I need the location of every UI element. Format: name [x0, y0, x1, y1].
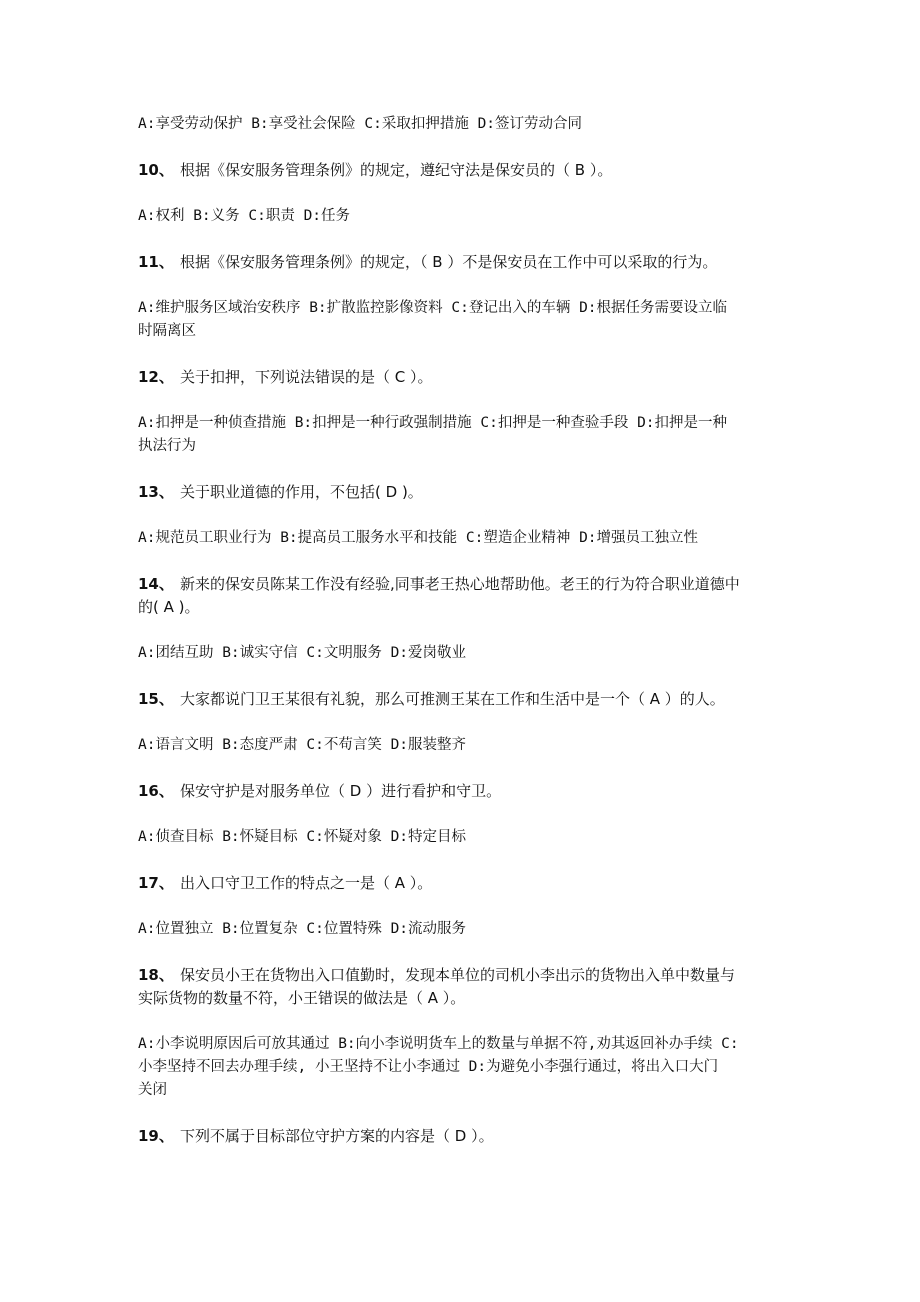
question-number: 15、 — [138, 690, 174, 708]
question-number: 19、 — [138, 1127, 174, 1145]
question-12 — [138, 366, 798, 388]
question-number: 12、 — [138, 368, 174, 386]
question-text: 出入口守卫工作的特点之一是（ A ）。 — [180, 874, 433, 892]
question-18 — [138, 964, 798, 986]
options-line-cont: 执法行为 — [138, 438, 196, 454]
options-line: A:小李说明原因后可放其通过 B:向小李说明货车上的数量与单据不符,劝其返回补办手续 C: — [138, 1036, 739, 1052]
options-line-cont: 时隔离区 — [138, 323, 196, 339]
question-number: 18、 — [138, 966, 174, 984]
options-line: A:团结互助 B:诚实守信 C:文明服务 D:爱岗敬业 — [138, 645, 467, 661]
options-line: A:扣押是一种侦查措施 B:扣押是一种行政强制措施 C:扣押是一种查验手段 D:扣押是一种 — [138, 415, 728, 431]
question-15 — [138, 688, 798, 710]
question-10 — [138, 159, 798, 181]
options-line-cont: 关闭 — [138, 1082, 167, 1098]
question-19 — [138, 1125, 798, 1147]
options-line: A:享受劳动保护 B:享受社会保险 C:采取扣押措施 D:签订劳动合同 — [138, 116, 583, 132]
question-number: 16、 — [138, 782, 174, 800]
options-line: A:位置独立 B:位置复杂 C:位置特殊 D:流动服务 — [138, 921, 467, 937]
question-text: 根据《保安服务管理条例》的规定，（ B ）不是保安员在工作中可以采取的行为。 — [180, 253, 718, 271]
question-text: 实际货物的数量不符，小王错误的做法是（ A ）。 — [138, 989, 466, 1007]
question-13 — [138, 481, 798, 503]
options-line: A:规范员工职业行为 B:提高员工服务水平和技能 C:塑造企业精神 D:增强员工独立性 — [138, 530, 699, 546]
options-line: A:语言文明 B:态度严肃 C:不苟言笑 D:服装整齐 — [138, 737, 467, 753]
question-number: 17、 — [138, 874, 174, 892]
question-17 — [138, 872, 798, 894]
options-line: A:维护服务区域治安秩序 B:扩散监控影像资料 C:登记出入的车辆 D:根据任务需要设立临 — [138, 300, 728, 316]
question-number: 14、 — [138, 575, 174, 593]
question-text: 保安员小王在货物出入口值勤时，发现本单位的司机小李出示的货物出入单中数量与 — [180, 966, 736, 984]
question-text: 的( A )。 — [138, 598, 200, 616]
question-14 — [138, 573, 798, 595]
question-14-cont — [138, 596, 798, 618]
question-11 — [138, 251, 798, 273]
question-18-cont — [138, 987, 798, 1009]
question-text: 下列不属于目标部位守护方案的内容是（ D ）。 — [180, 1127, 494, 1145]
question-text: 关于扣押，下列说法错误的是（ C ）。 — [180, 368, 433, 386]
question-16 — [138, 780, 798, 802]
question-number: 10、 — [138, 161, 174, 179]
question-text: 关于职业道德的作用，不包括( D )。 — [180, 483, 423, 501]
question-text: 大家都说门卫王某很有礼貌，那么可推测王某在工作和生活中是一个（ A ）的人。 — [180, 690, 725, 708]
options-line: A:权利 B:义务 C:职责 D:任务 — [138, 208, 351, 224]
question-text: 根据《保安服务管理条例》的规定，遵纪守法是保安员的（ B ）。 — [180, 161, 613, 179]
question-text: 新来的保安员陈某工作没有经验,同事老王热心地帮助他。老王的行为符合职业道德中 — [180, 575, 740, 593]
question-text: 保安守护是对服务单位（ D ）进行看护和守卫。 — [180, 782, 502, 800]
options-line: A:侦查目标 B:怀疑目标 C:怀疑对象 D:特定目标 — [138, 829, 467, 845]
question-number: 11、 — [138, 253, 174, 271]
question-number: 13、 — [138, 483, 174, 501]
options-line-cont: 小李坚持不回去办理手续, 小王坚持不让小李通过 D:为避免小李强行通过，将出入口大门 — [138, 1059, 719, 1075]
